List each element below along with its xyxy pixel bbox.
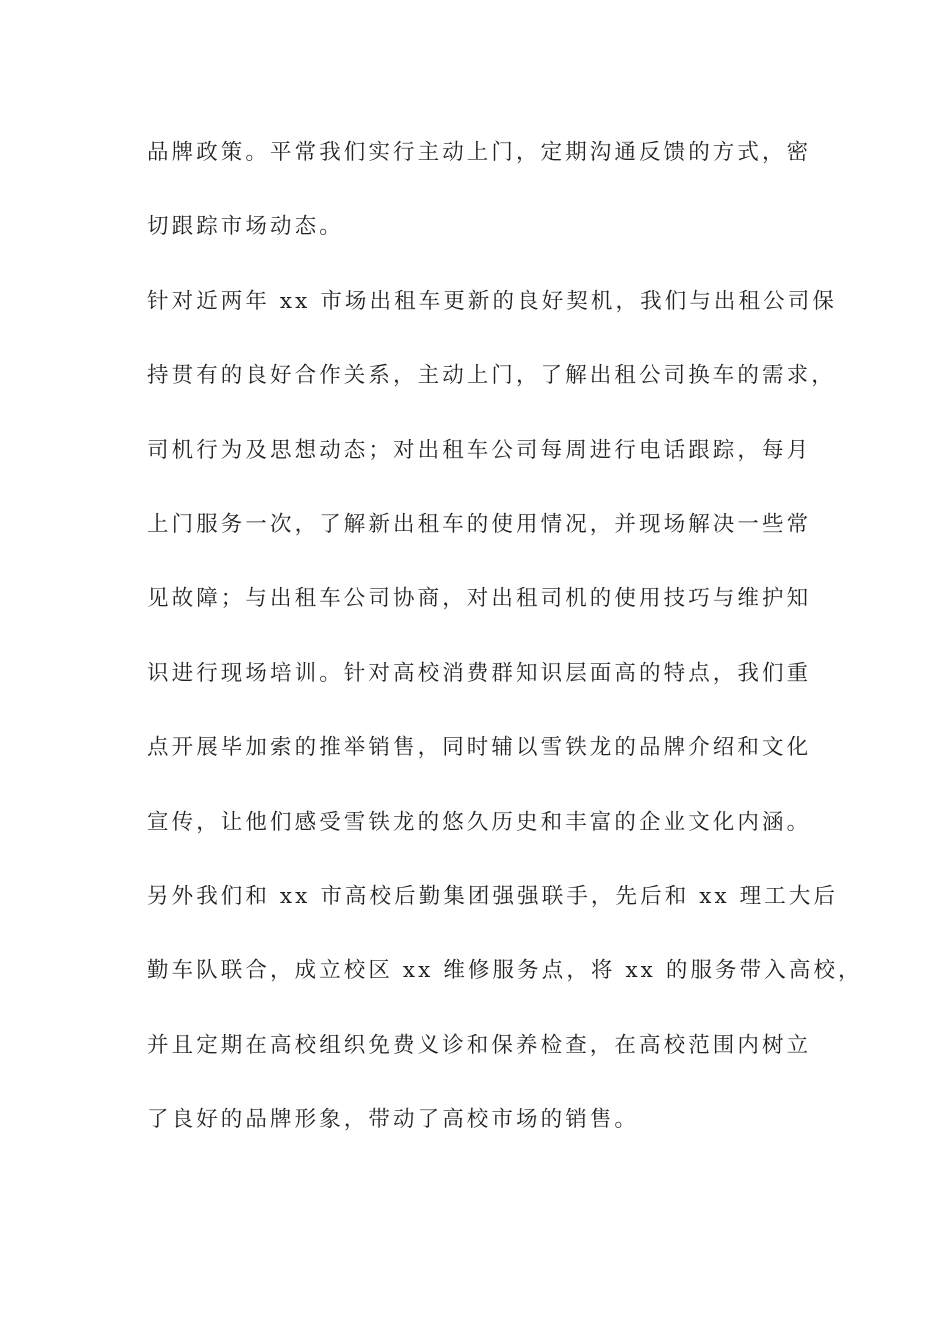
text-line: 了良好的品牌形象，带动了高校市场的销售。 [147,1107,640,1133]
text-line: 另外我们和 xx 市高校后勤集团强强联手，先后和 xx 理工大后 [147,883,839,909]
text-line: 司机行为及思想动态；对出租车公司每周进行电话跟踪，每月 [147,437,812,463]
text-line: 针对近两年 xx 市场出租车更新的良好契机，我们与出租公司保 [147,288,837,314]
text-line: 并且定期在高校组织免费义诊和保养检查，在高校范围内树立 [147,1032,812,1058]
text-line: 识进行现场培训。针对高校消费群知识层面高的特点，我们重 [147,660,812,686]
text-line: 品牌政策。平常我们实行主动上门，定期沟通反馈的方式，密 [147,140,812,165]
text-line: 宣传，让他们感受雪铁龙的悠久历史和丰富的企业文化内涵。 [147,809,812,835]
text-line: 上门服务一次，了解新出租车的使用情况，并现场解决一些常 [147,511,812,537]
text-line: 勤车队联合，成立校区 xx 维修服务点，将 xx 的服务带入高校， [147,958,863,984]
text-line: 持贯有的良好合作关系，主动上门，了解出租公司换车的需求， [147,363,836,389]
text-line: 点开展毕加索的推举销售，同时辅以雪铁龙的品牌介绍和文化 [147,735,812,761]
body-text [147,130,863,1171]
text-line: 切跟踪市场动态。 [147,214,344,240]
text-line: 见故障；与出租车公司协商，对出租司机的使用技巧与维护知 [147,586,812,612]
